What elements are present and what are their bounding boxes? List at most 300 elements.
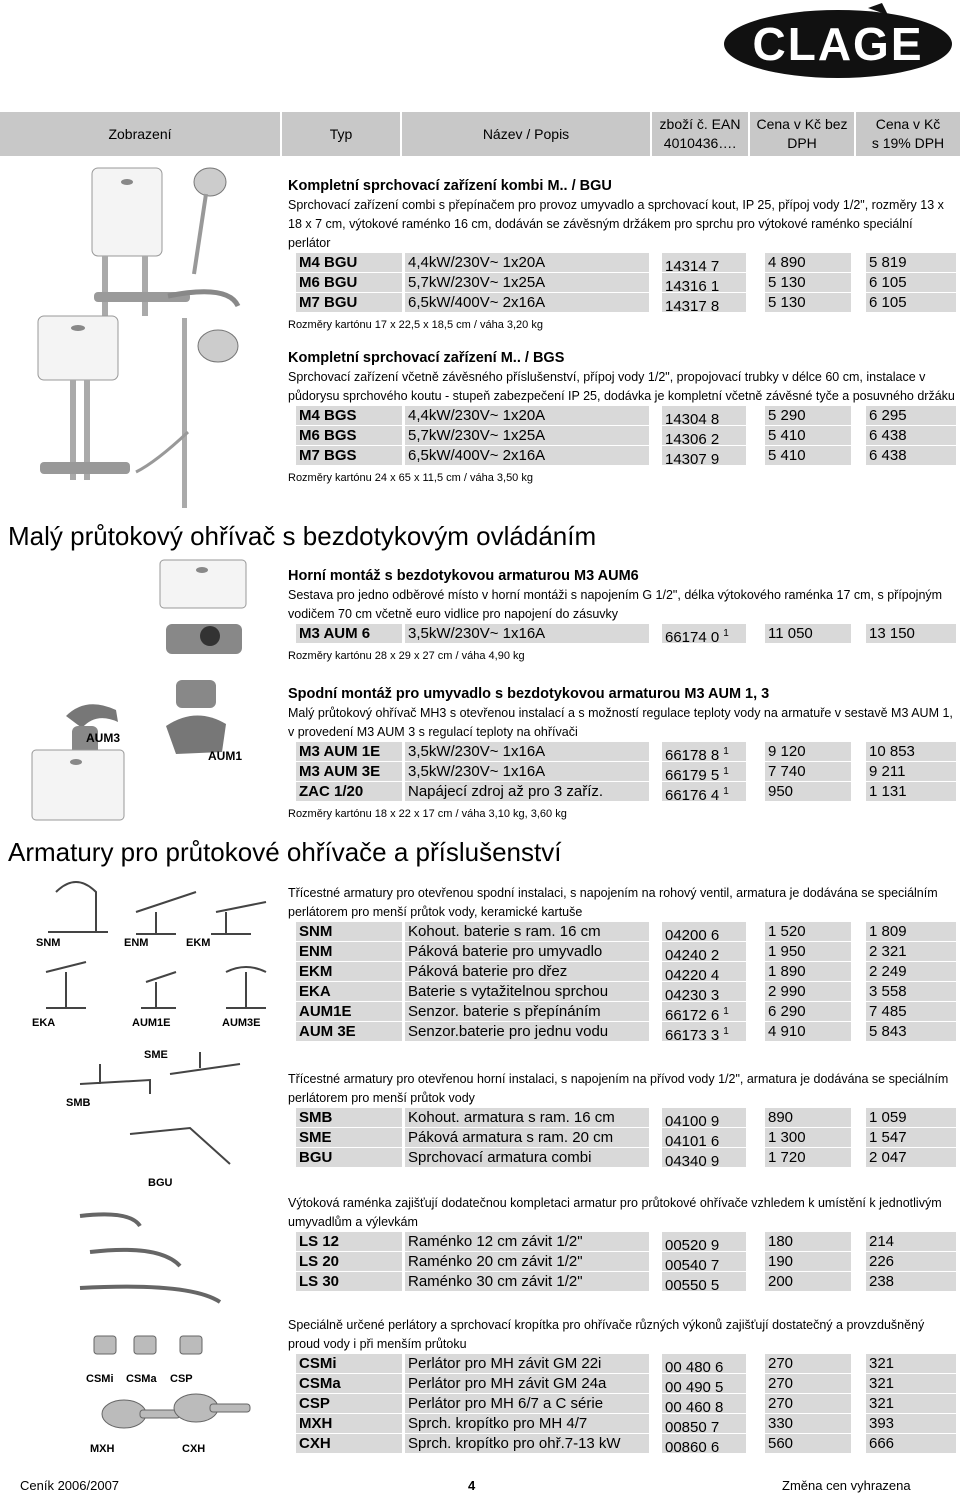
product-ean-text: 14306 2 [665,431,720,445]
section-desc: Sprchovací zařízení včetně závěsného příslušenství, přípoj vody 1/2", propojovací trubky v délce 60 cm, instalace v půdorysu sprchového koutu - stupeň zabezpečení IP 25, dodávka je kompletní včetně závěsné tyče a posuvného držáku [288,370,955,403]
product-ean [662,742,746,761]
csmi-label: CSMi [86,1373,114,1385]
product-code-text: M3 AUM 6 [299,625,371,642]
product-ean [662,1022,746,1041]
price-incl-vat [866,293,956,312]
section-note: Rozměry kartónu 24 x 65 x 11,5 cm / váha 3,50 kg [288,472,533,484]
footer-right: Změna cen vyhrazena [782,1478,911,1493]
aum3-label: AUM3 [86,731,121,745]
price-row [288,1108,956,1128]
product-ean [662,1148,746,1167]
price-excl-vat [765,942,851,961]
product-name [405,426,649,445]
rows [288,742,956,802]
price-excl-vat [765,1354,851,1373]
section-title: Kompletní sprchovací zařízení M.. / BGS [288,350,565,366]
price-incl-vat [866,1354,956,1373]
product-name-text: 5,7kW/230V~ 1x25A [408,427,546,444]
price-row [288,1128,956,1148]
price-row [288,762,956,782]
price-excl-vat-text: 330 [768,1415,794,1432]
price-incl-vat-text: 9 211 [869,763,906,780]
product-code-text: SMB [299,1109,333,1126]
ean-superscript: 1 [723,1006,729,1017]
price-row [288,406,956,426]
section-aum6 [288,566,956,664]
price-incl-vat [866,1232,956,1251]
product-name [405,762,649,781]
footer-left: Ceník 2006/2007 [20,1478,120,1493]
product-name-text: Raménko 20 cm závit 1/2" [408,1253,583,1270]
product-name-text: Sprchovací armatura combi [408,1149,592,1166]
product-name [405,273,649,292]
price-row [288,1354,956,1374]
product-code-text: LS 12 [299,1233,340,1250]
aum1-label: AUM1 [208,749,243,763]
header-col-nazev: Název / Popis [402,112,652,156]
snm-label: SNM [36,937,61,949]
product-ean-text: 66179 5 [665,767,720,781]
price-excl-vat [765,1252,851,1271]
product-ean [662,1374,746,1393]
header-col-typ: Typ [282,112,402,156]
price-incl-vat-text: 1 547 [869,1129,907,1146]
price-incl-vat [866,962,956,981]
product-code-text: M4 BGU [299,254,358,271]
price-row [288,982,956,1002]
product-name [405,446,649,465]
price-excl-vat [765,1148,851,1167]
product-name-text: Páková armatura s ram. 20 cm [408,1129,614,1146]
section-title: Kompletní sprchovací zařízení kombi M.. / BGU [288,178,612,194]
product-name [405,1434,649,1453]
product-ean-text: 00860 6 [665,1439,720,1453]
smb-label: SMB [66,1097,91,1109]
price-incl-vat-text: 6 438 [869,427,907,444]
price-excl-vat [765,782,851,801]
product-ean [662,1128,746,1147]
price-excl-vat [765,1434,851,1453]
product-name [405,253,649,272]
product-ean [662,293,746,312]
section-title: Spodní montáž pro umyvadlo s bezdotykovou armaturou M3 AUM 1, 3 [288,686,770,702]
price-row [288,1272,956,1292]
product-code [296,1374,402,1393]
product-name-text: Baterie s vytažitelnou sprchou [408,983,609,1000]
price-row [288,273,956,293]
price-excl-vat [765,762,851,781]
product-name-text: Sprch. kropítko pro ohř.7-13 kW [408,1435,621,1452]
section-desc: Třícestné armatury pro otevřenou spodní instalaci, s napojením na rohový ventil, armatura je dodávána se speciálním perlátorem pro menší průtok vody, keramické kartuše [288,886,938,919]
section-aerators [288,1316,956,1454]
product-ean [662,406,746,425]
product-code [296,624,402,643]
section-title: Horní montáž s bezdotykovou armaturou M3 AUM6 [288,568,639,584]
product-code-text: CSMa [299,1375,341,1392]
product-name [405,1128,649,1147]
price-incl-vat-text: 214 [869,1233,895,1250]
product-name [405,406,649,425]
price-row [288,922,956,942]
section-aum1-3 [288,684,956,822]
product-name-text: 6,5kW/400V~ 2x16A [408,447,546,464]
product-code-text: ZAC 1/20 [299,783,364,800]
product-code-text: AUM 3E [299,1023,356,1040]
price-incl-vat-text: 7 485 [869,1003,907,1020]
price-excl-vat [765,982,851,1001]
product-name-text: Perlátor pro MH 6/7 a C série [408,1395,604,1412]
price-row [288,942,956,962]
product-code-text: BGU [299,1149,333,1166]
price-excl-vat-text: 200 [768,1273,794,1290]
rows [288,922,956,1042]
aum6-image [156,558,252,670]
price-row [288,446,956,466]
product-name-text: Napájecí zdroj až pro 3 zaříz. [408,783,604,800]
product-ean [662,1414,746,1433]
price-excl-vat-text: 180 [768,1233,794,1250]
product-name-text: Senzor.baterie pro jednu vodu [408,1023,609,1040]
product-ean [662,942,746,961]
price-row [288,253,956,273]
product-ean-text: 66176 4 [665,787,720,801]
price-incl-vat [866,922,956,941]
heading-fittings: Armatury pro průtokové ohřívače a příslušenství [8,837,562,867]
product-name [405,962,649,981]
product-ean-text: 14314 7 [665,258,720,272]
product-code-text: CSP [299,1395,330,1412]
price-excl-vat [765,1414,851,1433]
rows [288,1354,956,1454]
csp-label: CSP [170,1373,193,1385]
price-row [288,1002,956,1022]
price-incl-vat-text: 13 150 [869,625,915,642]
product-ean-text: 14316 1 [665,278,720,292]
product-name-text: Raménko 30 cm závit 1/2" [408,1273,583,1290]
product-ean-text: 04340 9 [665,1153,720,1167]
price-incl-vat-text: 6 438 [869,447,907,464]
price-excl-vat-text: 1 520 [768,923,806,940]
price-incl-vat-text: 6 295 [869,407,907,424]
header-col-cena-s: Cena v Kč s 19% DPH [856,112,960,156]
product-name-text: Páková baterie pro umyvadlo [408,943,603,960]
enm-label: ENM [124,937,149,949]
csma-label: CSMa [126,1373,157,1385]
product-name [405,782,649,801]
product-name-text: 4,4kW/230V~ 1x20A [408,407,546,424]
product-name [405,1374,649,1393]
product-code-text: EKA [299,983,331,1000]
price-incl-vat-text: 393 [869,1415,895,1432]
product-code [296,982,402,1001]
price-excl-vat-text: 5 130 [768,294,806,311]
product-ean-text: 04220 4 [665,967,720,981]
price-row [288,1434,956,1454]
product-ean [662,426,746,445]
price-incl-vat [866,1414,956,1433]
product-code [296,1148,402,1167]
product-name [405,1414,649,1433]
price-incl-vat-text: 666 [869,1435,895,1452]
clage-logo [722,2,954,86]
price-incl-vat [866,742,956,761]
price-excl-vat [765,426,851,445]
price-incl-vat-text: 321 [869,1375,895,1392]
product-code [296,942,402,961]
price-incl-vat [866,273,956,292]
price-excl-vat-text: 1 300 [768,1129,806,1146]
product-code [296,922,402,941]
section-note: Rozměry kartónu 18 x 22 x 17 cm / váha 3,10 kg, 3,60 kg [288,808,567,820]
header-col-zobrazeni: Zobrazení [0,112,282,156]
product-code [296,1128,402,1147]
price-incl-vat [866,1394,956,1413]
product-code [296,1394,402,1413]
product-ean-text: 00850 7 [665,1419,720,1433]
product-code [296,1434,402,1453]
price-excl-vat-text: 5 290 [768,407,806,424]
price-excl-vat-text: 1 720 [768,1149,806,1166]
faucets-over-image [60,1044,260,1196]
product-name-text: Páková baterie pro dřez [408,963,568,980]
product-ean [662,1232,746,1251]
product-code [296,406,402,425]
product-name-text: Raménko 12 cm závit 1/2" [408,1233,583,1250]
product-name-text: 5,7kW/230V~ 1x25A [408,274,546,291]
price-incl-vat-text: 1 131 [869,783,907,800]
price-excl-vat-text: 4 910 [768,1023,806,1040]
product-name [405,1354,649,1373]
product-name [405,1272,649,1291]
product-ean-text: 00520 9 [665,1237,720,1251]
price-row [288,1252,956,1272]
product-ean [662,962,746,981]
rows [288,1108,956,1168]
section-desc: Malý průtokový ohřívač MH3 s otevřenou instalací a s možností regulace teploty vody na armatuře v sestavě M3 AUM 1, v provedení M3 AUM 3 s regulací teploty na ohřívači [288,706,953,739]
product-ean [662,624,746,643]
bgu-label: BGU [148,1177,173,1189]
price-excl-vat-text: 9 120 [768,743,806,760]
price-excl-vat [765,1272,851,1291]
product-code [296,1108,402,1127]
product-ean [662,446,746,465]
product-code [296,742,402,761]
price-excl-vat-text: 270 [768,1375,794,1392]
section-spouts [288,1194,956,1292]
product-name-text: 3,5kW/230V~ 1x16A [408,763,546,780]
product-code-text: M6 BGS [299,427,357,444]
section-note: Rozměry kartónu 17 x 22,5 x 18,5 cm / váha 3,20 kg [288,319,543,331]
price-incl-vat [866,1148,956,1167]
product-code-text: EKM [299,963,333,980]
aerators-image [84,1318,254,1456]
product-name [405,1002,649,1021]
product-code [296,1002,402,1021]
product-name [405,1108,649,1127]
product-name [405,1148,649,1167]
section-desc: Třícestné armatury pro otevřenou horní instalaci, s napojením na přívod vody 1/2", armatura je dodávána se speciálním perlátorem pro menší průtok vody [288,1072,949,1105]
price-incl-vat-text: 1 809 [869,923,907,940]
product-code [296,1232,402,1251]
product-ean-text: 00 480 6 [665,1359,724,1373]
logo-text: CLAGE [752,18,924,70]
cxh-label: CXH [182,1443,206,1455]
price-incl-vat [866,1108,956,1127]
product-code-text: M4 BGS [299,407,357,424]
price-incl-vat-text: 6 105 [869,294,907,311]
price-incl-vat [866,446,956,465]
product-name-text: 6,5kW/400V~ 2x16A [408,294,546,311]
header-col-cena-bez: Cena v Kč bez DPH [750,112,856,156]
section-under-fittings [288,884,956,1042]
price-incl-vat [866,1002,956,1021]
product-ean [662,1252,746,1271]
price-excl-vat [765,1002,851,1021]
product-code-text: M3 AUM 3E [299,763,381,780]
product-ean [662,253,746,272]
price-incl-vat [866,1272,956,1291]
section-over-fittings [288,1070,956,1168]
price-incl-vat-text: 1 059 [869,1109,907,1126]
price-excl-vat-text: 5 410 [768,427,806,444]
section-desc: Sprchovací zařízení combi s přepínačem pro provoz umyvadlo a sprchovací kout, IP 25, přípoj vody 1/2", rozměry 13 x 18 x 7 cm, výtokové raménko 16 cm, dodáván se závěsným držákem pro sprchu pro výtokové raménko speciální perlátor [288,198,944,250]
product-code [296,762,402,781]
product-name-text: 3,5kW/230V~ 1x16A [408,743,546,760]
product-name-text: 3,5kW/230V~ 1x16A [408,625,546,642]
price-incl-vat [866,1374,956,1393]
price-excl-vat [765,253,851,272]
mxh-label: MXH [90,1443,115,1455]
price-incl-vat-text: 6 105 [869,274,907,291]
price-excl-vat [765,446,851,465]
product-ean-text: 04101 6 [665,1133,720,1147]
price-excl-vat [765,742,851,761]
rows [288,1232,956,1292]
section-bgs [288,348,956,486]
product-ean-text: 14317 8 [665,298,720,312]
product-code-text: CSMi [299,1355,337,1372]
price-row [288,293,956,313]
product-ean [662,1394,746,1413]
price-excl-vat [765,1374,851,1393]
shower-bgs-image [36,312,246,522]
product-code-text: MXH [299,1415,333,1432]
product-ean-text: 04230 3 [665,987,720,1001]
rows [288,624,956,644]
rows [288,406,956,466]
price-incl-vat [866,942,956,961]
price-incl-vat [866,782,956,801]
product-ean [662,1354,746,1373]
ekm-label: EKM [186,937,211,949]
product-ean-text: 66174 0 [665,629,720,643]
section-note: Rozměry kartónu 28 x 29 x 27 cm / váha 4,90 kg [288,650,525,662]
price-excl-vat [765,273,851,292]
product-ean-text: 14307 9 [665,451,720,465]
price-incl-vat-text: 5 843 [869,1023,907,1040]
price-excl-vat [765,293,851,312]
product-code [296,1354,402,1373]
product-name [405,1252,649,1271]
price-excl-vat [765,406,851,425]
price-excl-vat-text: 270 [768,1395,794,1412]
price-row [288,1232,956,1252]
price-excl-vat [765,922,851,941]
product-ean-text: 00 490 5 [665,1379,724,1393]
price-excl-vat-text: 890 [768,1109,794,1126]
header-col-zbozi: zboží č. EAN 4010436…. [652,112,750,156]
shower-combi-image [88,164,248,324]
price-excl-vat-text: 190 [768,1253,794,1270]
eka-label: EKA [32,1017,56,1029]
price-incl-vat-text: 2 249 [869,963,907,980]
product-name-text: Kohout. baterie s ram. 16 cm [408,923,601,940]
price-excl-vat-text: 1 950 [768,943,806,960]
price-excl-vat [765,1108,851,1127]
price-incl-vat [866,982,956,1001]
price-excl-vat-text: 1 890 [768,963,806,980]
product-name [405,942,649,961]
price-excl-vat-text: 560 [768,1435,794,1452]
price-row [288,1414,956,1434]
ean-superscript: 1 [723,766,729,777]
product-ean-text: 00540 7 [665,1257,720,1271]
price-incl-vat-text: 2 047 [869,1149,907,1166]
product-ean-text: 00550 5 [665,1277,720,1291]
price-row [288,1374,956,1394]
price-row [288,1394,956,1414]
product-code-text: M3 AUM 1E [299,743,381,760]
product-ean [662,1434,746,1453]
aum1-aum3-image [26,676,256,822]
price-excl-vat [765,1394,851,1413]
price-excl-vat-text: 950 [768,783,794,800]
price-incl-vat [866,1434,956,1453]
ean-superscript: 1 [723,1026,729,1037]
price-incl-vat [866,762,956,781]
product-ean [662,1272,746,1291]
price-excl-vat-text: 7 740 [768,763,806,780]
price-row [288,742,956,762]
price-incl-vat [866,1022,956,1041]
price-incl-vat [866,1128,956,1147]
product-code [296,253,402,272]
price-excl-vat [765,1232,851,1251]
price-excl-vat-text: 4 890 [768,254,806,271]
product-name [405,1394,649,1413]
price-incl-vat-text: 10 853 [869,743,915,760]
product-code [296,446,402,465]
price-incl-vat [866,406,956,425]
product-ean-text: 04100 9 [665,1113,720,1127]
product-ean-text: 66178 8 [665,747,720,761]
product-name [405,1022,649,1041]
product-ean-text: 04240 2 [665,947,720,961]
product-code-text: M6 BGU [299,274,358,291]
product-name-text: Perlátor pro MH závit GM 24a [408,1375,607,1392]
sme-label: SME [144,1049,168,1061]
product-ean-text: 14304 8 [665,411,720,425]
product-code [296,1272,402,1291]
product-ean-text: 00 460 8 [665,1399,724,1413]
price-excl-vat [765,1128,851,1147]
product-ean-text: 66172 6 [665,1007,720,1021]
price-incl-vat-text: 5 819 [869,254,907,271]
product-code [296,426,402,445]
section-desc: Speciálně určené perlátory a sprchovací kropítka pro ohřívače různých výkonů zajišťují dostatečný a provzdušněný proud vody i při menším průtoku [288,1318,925,1351]
product-name [405,922,649,941]
price-incl-vat [866,253,956,272]
